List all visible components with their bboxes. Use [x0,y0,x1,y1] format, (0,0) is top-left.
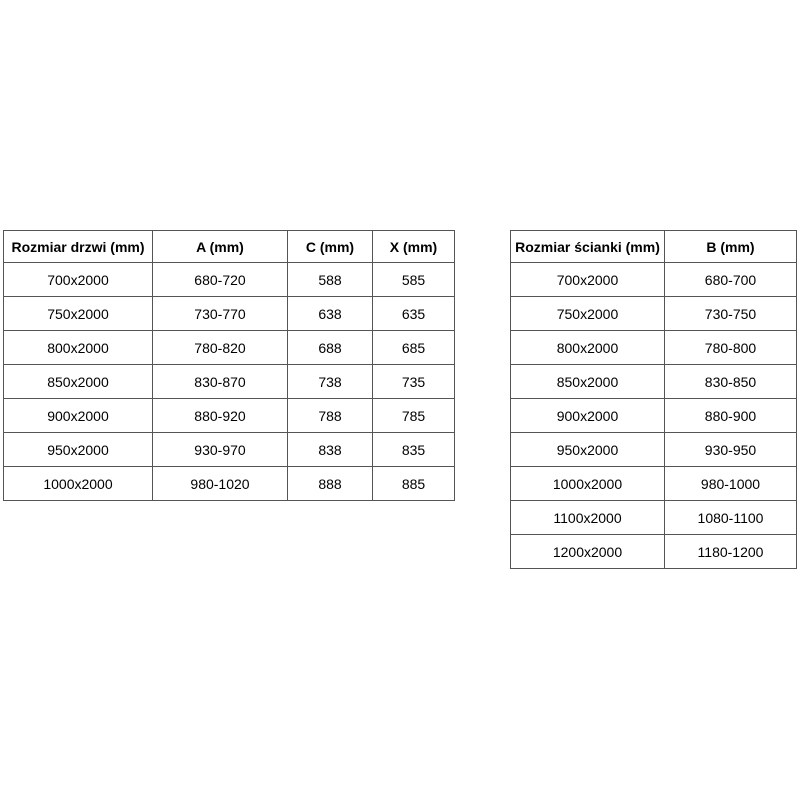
header-cell: B (mm) [665,231,797,263]
table-row [4,297,455,331]
table-cell: 880-920 [153,399,288,433]
table-cell: 750x2000 [511,297,665,331]
header-cell: X (mm) [373,231,455,263]
table-row [511,467,797,501]
table-cell: 730-750 [665,297,797,331]
table-cell: 585 [373,263,455,297]
door-table-head [4,231,455,263]
table-cell: 900x2000 [4,399,153,433]
header-row [4,231,455,263]
table-cell: 930-970 [153,433,288,467]
table-cell: 688 [288,331,373,365]
table-row [4,467,455,501]
wall-table-body [511,263,797,569]
table-row [511,331,797,365]
table-cell: 700x2000 [511,263,665,297]
table-cell: 735 [373,365,455,399]
table-row [4,365,455,399]
table-cell: 1000x2000 [511,467,665,501]
table-cell: 780-820 [153,331,288,365]
table-cell: 980-1000 [665,467,797,501]
table-cell: 700x2000 [4,263,153,297]
table-cell: 830-870 [153,365,288,399]
table-row [511,263,797,297]
table-cell: 888 [288,467,373,501]
table-cell: 950x2000 [511,433,665,467]
table-cell: 750x2000 [4,297,153,331]
wall-sizes-table [510,230,797,569]
table-cell: 930-950 [665,433,797,467]
table-cell: 1180-1200 [665,535,797,569]
table-cell: 1100x2000 [511,501,665,535]
table-cell: 685 [373,331,455,365]
header-row [511,231,797,263]
table-cell: 885 [373,467,455,501]
table-row [511,365,797,399]
table-row [511,535,797,569]
table-row [511,501,797,535]
table-cell: 835 [373,433,455,467]
table-cell: 788 [288,399,373,433]
table-cell: 730-770 [153,297,288,331]
table-cell: 980-1020 [153,467,288,501]
table-row [511,297,797,331]
table-cell: 1000x2000 [4,467,153,501]
table-cell: 950x2000 [4,433,153,467]
wall-table-head [511,231,797,263]
table-cell: 635 [373,297,455,331]
table-row [4,263,455,297]
table-cell: 638 [288,297,373,331]
table-cell: 880-900 [665,399,797,433]
door-table-body [4,263,455,501]
header-cell: C (mm) [288,231,373,263]
table-row [511,433,797,467]
table-cell: 680-700 [665,263,797,297]
table-cell: 588 [288,263,373,297]
table-cell: 1080-1100 [665,501,797,535]
table-cell: 800x2000 [511,331,665,365]
table-cell: 850x2000 [511,365,665,399]
door-sizes-table [3,230,455,501]
table-cell: 850x2000 [4,365,153,399]
table-cell: 780-800 [665,331,797,365]
header-cell: Rozmiar drzwi (mm) [4,231,153,263]
table-cell: 838 [288,433,373,467]
table-row [4,331,455,365]
table-row [4,399,455,433]
table-cell: 738 [288,365,373,399]
table-row [511,399,797,433]
header-cell: A (mm) [153,231,288,263]
table-cell: 830-850 [665,365,797,399]
table-cell: 1200x2000 [511,535,665,569]
table-cell: 785 [373,399,455,433]
table-cell: 680-720 [153,263,288,297]
table-row [4,433,455,467]
table-cell: 800x2000 [4,331,153,365]
header-cell: Rozmiar ścianki (mm) [511,231,665,263]
table-cell: 900x2000 [511,399,665,433]
